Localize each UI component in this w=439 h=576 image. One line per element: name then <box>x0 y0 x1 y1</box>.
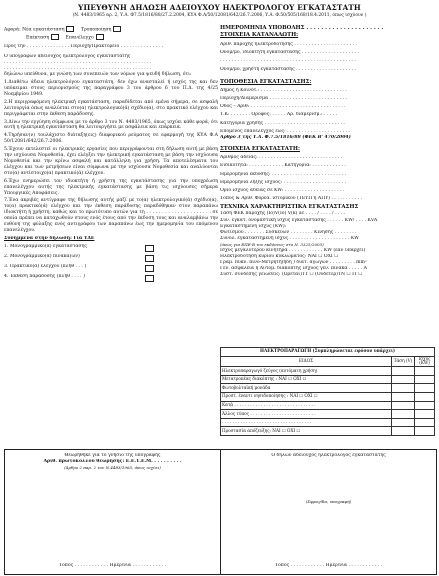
next-recheck-field[interactable]: Επόμενος επανέλεγχος έως: . . . . . . . . . . . . . . . . . . . . . . <box>220 128 350 134</box>
installer-signature-label: Ο δηλών αδειούχος ηλεκτρολόγος εγκαταστάτης <box>271 453 386 458</box>
attachment-item <box>4 274 154 282</box>
checkbox-recheck[interactable] <box>96 34 104 40</box>
clause-2: 2.Η περιγραφόμενη ηλεκτρική εγκατάσταση, παραδίδεται από εμένα σήμερα, σε ασφαλή λειτουργία όπως αναλύεται στο(α) ηλεκτρολογικό(ά) σχέδιο(α), στο πρακτικό ελέγχου και περιγράφεται στην έκθεση παράδοσης. <box>4 99 218 117</box>
voltage-cell[interactable] <box>392 418 415 427</box>
owner-name-field[interactable]: Ονομ/μο, ιδιοκτήτη εγκατάστασης . . . . . . . . . . . . . . . . . . . . <box>220 50 359 56</box>
attachment-item <box>4 264 154 272</box>
table-row <box>221 384 435 393</box>
issue-date-field[interactable]: Ημερομηνία έκδοσης: . . . . . . . . . . . . . . . . . . . . . . . . . . <box>220 171 347 177</box>
power-breakdown-field[interactable]: Φωτισμού . . . . . . . Συσκευών . . . . . . . . Κίνησης . . . . . . . . <box>220 230 357 236</box>
installation-type-options-2 <box>4 34 218 42</box>
supply-number-field[interactable]: Αριθ. παροχής ηλεκτροδότησης . . . . . . . . . . . . . . . . . . . . . . <box>220 42 358 47</box>
attachment-checkbox[interactable] <box>145 265 154 272</box>
intro-text: δηλώνω υπεύθυνα, με γνώση των συνεπειών των νόμων για ψευδή δήλωση, ότι: <box>4 72 192 78</box>
usage-category-field[interactable]: Κατηγορία χρήσης . . . . . . . . . . . . . . . . . . . . . . . . . . . . <box>220 120 345 126</box>
earthing-system-field[interactable]: Σύστ. σύνδεσης γειώσεις: (Ορέται)ΤΤ ☐ (Ουδετέρ)ΤΝ ☐ ΙΤ ☐ <box>220 272 363 278</box>
submission-date-heading[interactable]: ΗΜΕΡΟΜΗΝΙΑ ΥΠΟΒΟΛΗΣ . . . . . . . . . . . . . . . . . . . . . <box>220 25 384 31</box>
attachment-checkbox[interactable] <box>145 275 154 282</box>
installed-power-label: Εγκαταστημένη ισχύς (KW): <box>220 223 287 229</box>
attachment-item <box>4 254 154 262</box>
checkbox-extension[interactable] <box>51 34 59 40</box>
table-row <box>221 375 435 384</box>
option-extension-label: Επέκταση <box>26 35 50 41</box>
signature-block <box>4 449 437 575</box>
supply-voltage-field[interactable]: Τάση ΦΕΚ παροχής (Ιο)V(Ιο) V(k) ac . . . . / . . . . / . . . . <box>220 211 346 217</box>
generation-table <box>220 347 435 436</box>
installer-heading: ΣΤΟΙΧΕΙΑ ΕΓΚΑΤΑΣΤΑΤΗ: <box>220 146 301 153</box>
recheck-legal-note: Άρθρο 3 της Υ.Α. Φ.7.5/1816/88 (ΦΕΚ Β' 470/2004) <box>220 135 351 141</box>
consumer-heading: ΣΤΟΙΧΕΙΑ ΚΑΤΑΝΑΛΩΤΗ: <box>220 32 299 38</box>
form-title: ΥΠΕΥΘΥΝΗ ΔΗΛΩΣΗ ΑΔΕΙΟΥΧΟΥ ΗΛΕΚΤΡΟΛΟΓΟΥ ΕΓΚΑΤΑΣΤΑΤΗ <box>78 3 361 12</box>
main-breaker-field[interactable]: Γεν. ασφάλεια ή Αυτόμ. διακόπτης ισχύος γεν. πίνακα . . . . . A <box>220 266 367 272</box>
main-circuit-field[interactable]: Ηλεκτροδότηση κύριου κυκλώματος: ΝΑΙ ☐ ΟΧΙ ☐ <box>220 253 339 259</box>
table-row <box>221 418 435 427</box>
voltage-cell[interactable] <box>392 392 415 401</box>
voltage-cell[interactable] <box>392 384 415 393</box>
declarant-label: Ο υπογράφων αδειούχος ηλεκτρολόγος εγκαταστάτης <box>4 53 131 59</box>
owner-name-field-2[interactable]: . . . . . . . . . . . . . . . . . . . . . . . . . . . . . . . . . . . . . . . . . . . . . . . <box>220 58 356 64</box>
attachments-heading <box>4 236 218 242</box>
location-heading: ΤΟΠΟΘΕΣΙΑ ΕΓΚΑΤΑΣΤΑΣΗΣ: <box>220 78 312 85</box>
voltage-cell[interactable] <box>392 401 415 410</box>
row-label: Ηλεκτροπαραγωγό ζεύγος (αυτόματη χρήση) <box>221 367 392 376</box>
table-row <box>221 392 435 401</box>
license-power-limit-field[interactable]: Όριο ισχύος άδειας σε KW: . . . . . . . . . . . . . . . . . . . . . <box>220 188 345 194</box>
voltage-cell[interactable] <box>392 367 415 376</box>
stamp-signature-note: (Σφραγίδα, υπογραφή) <box>305 499 352 505</box>
largest-motor-field[interactable]: Ισχύς μεγαλύτερου κινητήρα . . . . . . . . . . . . KW (εάν υπάρχει) <box>220 247 366 253</box>
clause-1: 1.Διαθέτω άδεια ηλεκτρολόγου εγκαταστάτη, δεν έχω ανασταλεί ή ισχύς της και δεν υπόκειμαι στους περιορισμούς της παραγράφου 3 του άρθρου 6 του Π.Δ. της 4/25 Νοεμβρίου 1949. <box>4 80 218 97</box>
certification-line-1: Θεωρήθηκε για το γνήσιο της υπογραφής <box>64 453 161 458</box>
power-cell[interactable] <box>415 410 435 419</box>
attachment-item <box>4 244 154 252</box>
user-name-field[interactable]: Ονομ/μο, χρήστη εγκατάστασης . . . . . . . . . . . . . . . . . . . . . <box>220 66 356 72</box>
option-new-label: Αφορά: Νέα εγκατάσταση <box>4 27 65 33</box>
certification-panel <box>5 450 221 574</box>
conductor-section-field[interactable]: Γραμ. πυκν. πίνο-Μετρητή(ήδη ) διατ. αγωγών . . . . . . . . . mm² <box>220 260 367 266</box>
certification-number-text: Αριθ. πρωτοκόλλου θεώρησης: Ε.Ε.Τ.Ε.Μ. . . . . . . . . . <box>43 459 182 465</box>
expiry-date-field[interactable]: Ημερομηνία λήξης ισχύος: . . . . . . . . . . . . . . . . . . . . . . <box>220 179 347 185</box>
row-label: . . . . . . . . . . . . . . . . . . . . . . . . . . . . . . . . . . <box>221 418 392 427</box>
attachment-checkbox[interactable] <box>145 245 154 252</box>
attachment-label: 1. Μονογραμμικό(ά) εγκατάστασης <box>4 244 87 250</box>
voltage-cell[interactable] <box>392 410 415 419</box>
voltage-cell[interactable] <box>392 427 415 436</box>
power-cell[interactable] <box>415 384 435 393</box>
generation-table-title: ΗΛΕΚΤΡΟΠΑΡΑΓΩΓΗ (Συμπληρώνεται εφόσον υπάρχει) <box>221 348 435 357</box>
attachment-checkbox[interactable] <box>145 255 154 262</box>
power-cell[interactable] <box>415 392 435 401</box>
clause-6: 6.Έχω ενημερώσει τον ιδιοκτήτη ή χρήστη της εγκατάστασης για την υποχρέωση επανελέγχου αυτής της ηλεκτρικής εγκατάστασης με βάση τις ισχύουσες σήμερα Υπουργικές Αποφάσεις. <box>4 178 218 196</box>
clause-3: 3.Δίνω την εγγύηση σύμφωνα με το άρθρο 3 του Ν. 4483/1965, όπως ισχύει κάθε φορά, ότι αυτή η ηλεκτρική εγκατάσταση θα λειτουργήσει με ασφάλεια και επάρκεια. <box>4 119 218 131</box>
power-cell[interactable] <box>415 418 435 427</box>
registry-field[interactable]: Τόπος & Αριθ. Φορεά. ιστορικού (ΤΕΥΠ ή ΑΠΥ) . . . . . . . . . . . <box>220 196 363 202</box>
voltage-cell[interactable] <box>392 375 415 384</box>
column-header-power: Ισχύς (KW) <box>415 356 435 367</box>
clause-4: 4.Τηρήσαν(ν) τουλάχιστο διάταξη(εις) διαφορικού ρεύματος σε εφαρμογή της ΚΥΑ Φ.Α 50/12081/642/26.7.2006. <box>4 133 218 145</box>
option-recheck-label: Επανέλεγχο <box>65 35 94 41</box>
column-header-voltage: Τάση (V) <box>392 356 415 367</box>
row-label: Άλλος τύπος . . . . . . . . . . . . . . . . . . . . . . . . . <box>221 410 392 419</box>
declaration-form <box>4 3 435 573</box>
installer-place-date-field[interactable]: Τόπος . . . . . . . . . . . . Ημερ/νία . . . . . . . . . . . . <box>274 562 383 568</box>
to-office-field[interactable]: Προς την . . . . . . . . . . . . . . . Περιοχή/Πρακτορείο . . . . . . . . . . . . . . . <box>4 44 164 50</box>
attachments-tag: Για ΥΔΕ <box>73 235 95 241</box>
installation-type-options <box>4 26 218 34</box>
table-row <box>221 401 435 410</box>
checkbox-modification[interactable] <box>113 26 121 32</box>
specialty-field[interactable]: Ειδικότητα: . . . . . . . . . . . . Κατηγορία: . . . . . . . . . . . . <box>220 163 346 169</box>
street-field[interactable]: Οδός – Αριθ: . . . . . . . . . . . . . . . . . . . . . . . . . . . . . . . . . <box>220 104 346 110</box>
column-header-kind: ΕΙΔΟΣ <box>221 356 392 367</box>
table-row <box>221 427 435 436</box>
checkbox-new[interactable] <box>66 26 74 32</box>
attachment-label: 4. Έκθεση παράδοσης (πλήθ . . . . ) <box>4 274 85 280</box>
declarant-name-field-2[interactable]: . . . . . . . . . . . . . . . . . . . . . . . . . . . . . . . . . . . . . . . . . . . . . . . . . . . <box>4 66 152 72</box>
municipality-field[interactable]: Δήμος ή Κοινότ.: . . . . . . . . . . . . . . . . . . . . . . . . . . . . . . <box>220 87 347 93</box>
certification-place-date-field[interactable]: Τόπος . . . . . . . . . . . . Ημερ/νία . . . . . . . . . . . . <box>58 562 167 568</box>
declarant-name-field[interactable]: . . . . . . . . . . . . . . . . . . . . . . . . . . . . . . . . . . . . . . . . . . . . . . . . . . . <box>4 59 152 65</box>
license-number-field[interactable]: Αριθμός άδειας: . . . . . . . . . . . . . . . . . . . . . . . . . . . . . <box>220 155 343 161</box>
table-row <box>221 367 435 376</box>
clause-5: 5.Έχουν εκτελεστεί οι ηλεκτρικές εργασίες που περιγράφονται στη δήλωση αυτή με βάση την ισχύουσα Νομοθεσία, έχει ελέγξει την ηλεκτρική εγκατάσταση με βάση την ισχύουσα Νομοθεσία και την κρίνω ασφαλή και κατάλληλη για χρήση. Τα αποτελέσματα του ελέγχου και των μετρήσεων είναι σύμφωνα με την ισχύουσα Νομοθεσία και αναλύονται στο(α) αντίστοιχο(α) πρακτικό(ά) ελέγχου. <box>4 147 218 176</box>
power-cell[interactable] <box>415 367 435 376</box>
clause-7: 7.Ένα ακριβές αντίγραφο της δήλωσης αυτής μαζί με το(α) ηλεκτρολογικό(ά) σχέδιο(α), το(α) πρακτικό(ά) ελέγχου και την έκθεση παράδοσης παραδόθηκαν στον παραπάνω ιδιοκτήτη ή χρήστη, καθώς και το πρωτότυπο αυτών για τη . . . . . . . . . . . . . . . . . . . . . σε οποία πρέπει να καταχωθούν στους ενός έτους από την έκδοση τους και αναλαμβάνω την ευθύνη της φύλαξης ενός αντιγράφου των παραπάνω έως την ημερομηνία του επόμενου επανελέγχου. <box>4 198 218 233</box>
table-row <box>221 410 435 419</box>
installer-signature-panel <box>221 450 436 574</box>
area-field[interactable]: Περιοχή/Διαμέρισμα . . . . . . . . . . . . . . . . . . . . . . . . . . . <box>220 96 347 102</box>
form-legal-reference: (Ν. 4483/1965 αρ. 2, Υ.Α. Φ7.5/1816/88/27.2.2004, ΚΥΑ Φ.Α/50/12081/642/26.7.2006, Υ.Α. Φ.50/505/168/18.4.2011, όπως ισχύουν ) <box>72 13 367 18</box>
certification-legal-note: (Άρθρο 2 παρ. 2 του Ν.4483/1965, όπως ισχύει) <box>64 465 161 471</box>
attachment-label: 2. Μονογραμμικό(ά) πίνακα(ων) <box>4 254 80 260</box>
attachment-label: 3. Πρακτικό(ά) ελέγχου (πλήθ . . . ) <box>4 264 87 270</box>
total-power-field[interactable]: Συνολ. εγκαταστημένη ισχύς . . . . . . . . . . . . . . . . . . . . . KW <box>220 236 359 242</box>
power-cell[interactable] <box>415 427 435 436</box>
row-label: Κατά . . . . . . . . . . . . . . . . . . . . . . . . . . . . . . . <box>221 401 392 410</box>
power-cell[interactable] <box>415 375 435 384</box>
row-label: Προστ. έναντι νησιδοποίησης : ΝΑΙ ☐ ΟΧΙ ☐ <box>221 392 392 401</box>
total-power-note: (όπως για ΕΠΕ-Β του εκδόσεως στο Ν. 3325/2005) <box>220 242 324 248</box>
row-label: Μετατροπέας διακόπτης : ΝΑΙ ☐ ΟΧΙ ☐ <box>221 375 392 384</box>
option-modification-label: Τροποποίηση <box>80 27 112 33</box>
row-label: Προστασία απόζευξης: ΝΑΙ ☐ ΟΧΙ ☐ <box>221 427 392 436</box>
row-label: Φωτοβολταϊκή μονάδα <box>221 384 392 393</box>
left-column <box>4 25 218 282</box>
nominal-power-field[interactable]: Συν. εγκατ. ονομαστική ισχύς εγκατάστασης . . . . . . KW/ . . . . KVA <box>220 217 378 223</box>
power-cell[interactable] <box>415 401 435 410</box>
technical-heading: ΤΕΧΝΙΚΑ ΧΑΡΑΚΤΗΡΙΣΤΙΚΑ ΕΓΚΑΤΑΣΤΑΣΗΣ <box>220 204 359 211</box>
right-column <box>220 25 435 279</box>
postal-code-field[interactable]: Τ.Κ: . . . . . . . Όροφος: . . . . . Αρ. διαμερίσμ.: . . . . . <box>220 112 338 118</box>
attachments-heading-text: Συνημμένα στην δήλωση: <box>4 235 72 241</box>
